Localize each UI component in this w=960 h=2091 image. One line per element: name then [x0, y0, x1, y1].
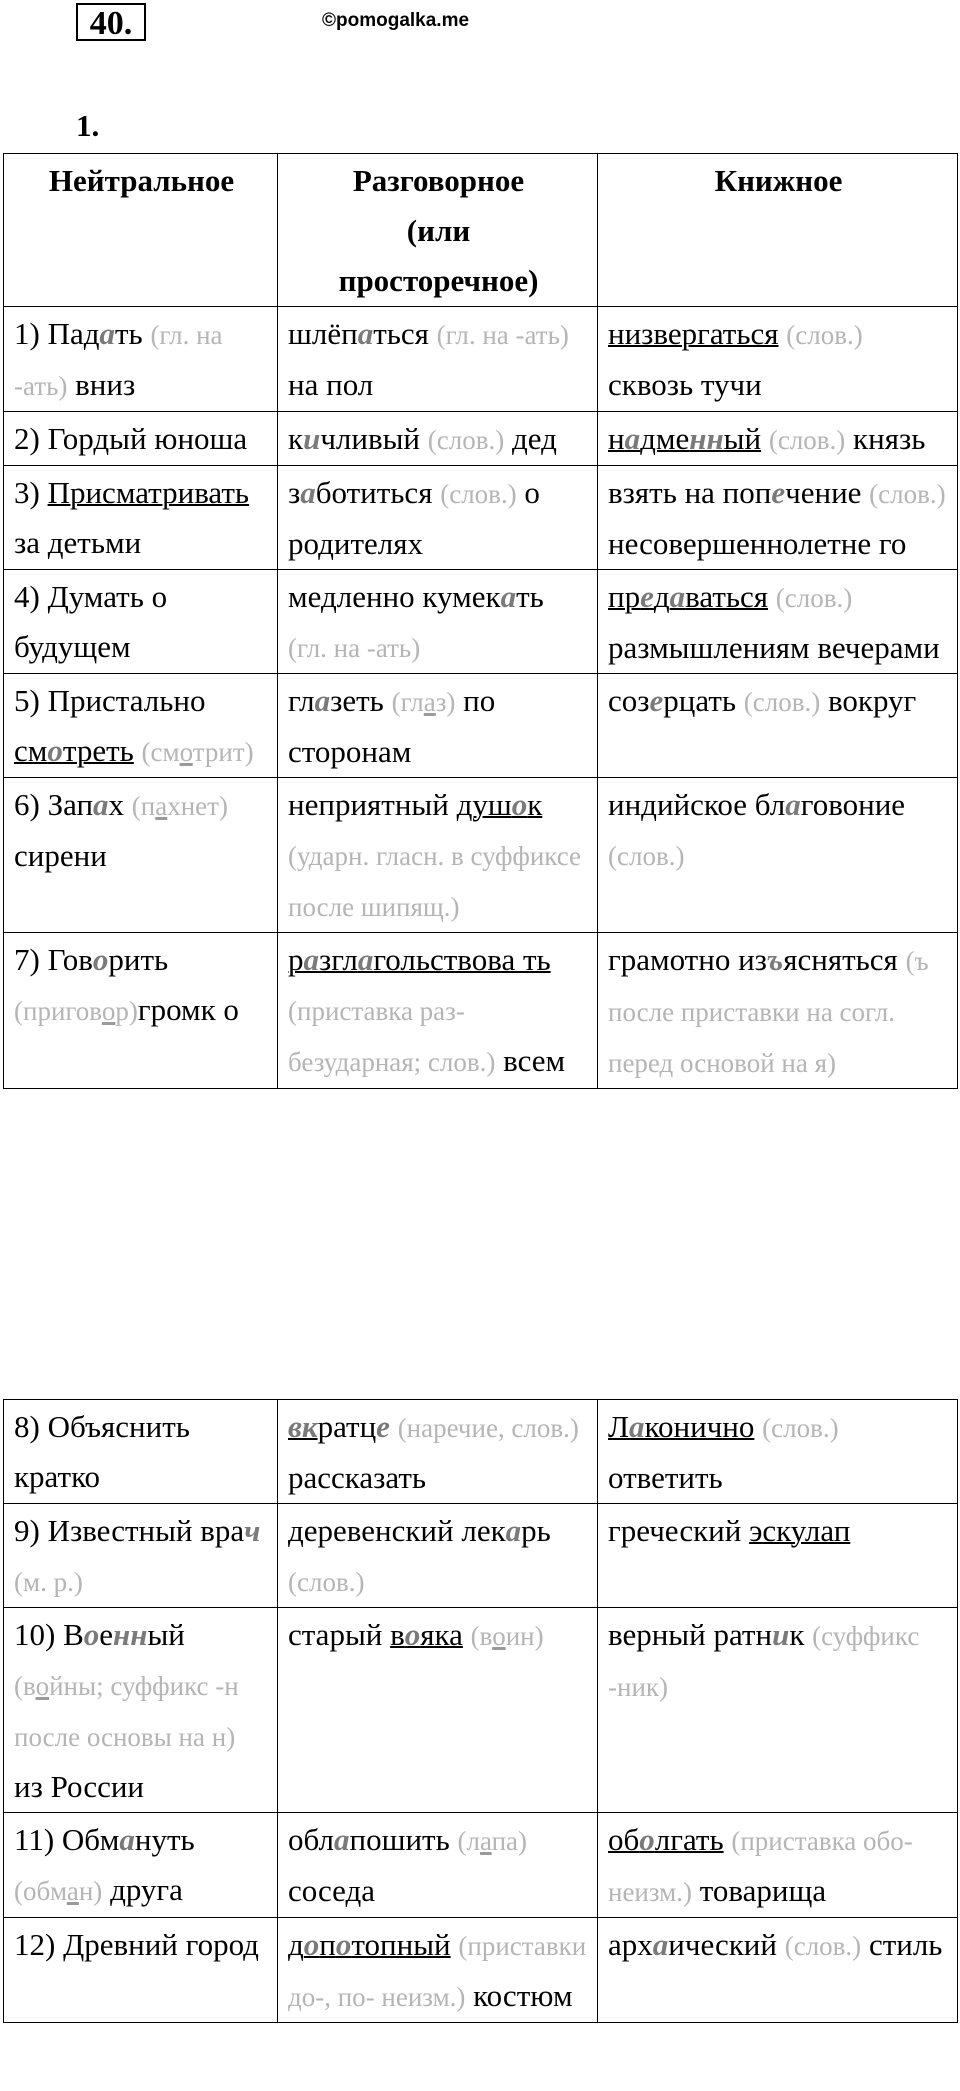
cell: медленно кумекать (гл. на -ать) [278, 570, 598, 674]
header-neutral: Нейтральное [4, 154, 278, 307]
cell: 2) Гордый юноша [4, 412, 278, 466]
cell: 8) Объяснить кратко [4, 1400, 278, 1504]
table-row [4, 412, 958, 466]
cell: глазеть (глаз) по сторонам [278, 674, 598, 778]
table-row [4, 1918, 958, 2023]
cell: предаваться (слов.) размышлениям вечерами [598, 570, 958, 674]
words-table-part-1 [3, 153, 958, 1089]
cell: 6) Запах (пахнет) сирени [4, 778, 278, 933]
cell: греческий эскулап [598, 1504, 958, 1608]
table-row [4, 1504, 958, 1608]
exercise-number: 40. [76, 3, 146, 41]
cell: разглагольствова ть (приставка раз- безударная; слов.) всем [278, 933, 598, 1089]
cell: кичливый (слов.) дед [278, 412, 598, 466]
words-table-part-2 [3, 1399, 958, 2023]
cell: 5) Пристально смотреть (смотрит) [4, 674, 278, 778]
table-header-row [4, 154, 958, 307]
cell: оболгать (приставка обо- неизм.) товарища [598, 1813, 958, 1918]
cell: заботиться (слов.) о родителях [278, 466, 598, 570]
cell: грамотно изъясняться (ъ после приставки на согл. перед основой на я) [598, 933, 958, 1089]
cell: Лаконично (слов.) ответить [598, 1400, 958, 1504]
cell: шлёпаться (гл. на -ать) на пол [278, 307, 598, 412]
cell: взять на попечение (слов.) несовершеннолетне го [598, 466, 958, 570]
table-row [4, 674, 958, 778]
cell: созерцать (слов.) вокруг [598, 674, 958, 778]
header-colloquial: Разговорное (или просторечное) [278, 154, 598, 307]
site-watermark: ©pomogalka.me [322, 10, 470, 31]
cell: неприятный душок (ударн. гласн. в суффиксе после шипящ.) [278, 778, 598, 933]
table-row [4, 1400, 958, 1504]
table-row [4, 570, 958, 674]
table-row [4, 466, 958, 570]
cell: 12) Древний город [4, 1918, 278, 2023]
cell: вкратце (наречие, слов.) рассказать [278, 1400, 598, 1504]
cell: 10) Военный (войны; суффикс -н после основы на н) из России [4, 1608, 278, 1813]
cell: надменный (слов.) князь [598, 412, 958, 466]
cell: 1) Падать (гл. на -ать) вниз [4, 307, 278, 412]
header-bookish: Книжное [598, 154, 958, 307]
cell: 11) Обмануть (обман) друга [4, 1813, 278, 1918]
cell: низвергаться (слов.) сквозь тучи [598, 307, 958, 412]
cell: индийское благовоние (слов.) [598, 778, 958, 933]
table-row [4, 1608, 958, 1813]
cell: архаический (слов.) стиль [598, 1918, 958, 2023]
table-row [4, 778, 958, 933]
cell: верный ратник (суффикс -ник) [598, 1608, 958, 1813]
cell: 3) Присматривать за детьми [4, 466, 278, 570]
table-row [4, 307, 958, 412]
cell: 9) Известный врач (м. р.) [4, 1504, 278, 1608]
cell: 4) Думать о будущем [4, 570, 278, 674]
table-row [4, 1813, 958, 1918]
cell: старый вояка (воин) [278, 1608, 598, 1813]
task-number: 1. [76, 108, 100, 143]
cell: облапошить (лапа) соседа [278, 1813, 598, 1918]
table-row [4, 933, 958, 1089]
cell: допотопный (приставки до-, по- неизм.) костюм [278, 1918, 598, 2023]
cell: деревенский лекарь (слов.) [278, 1504, 598, 1608]
cell: 7) Говорить (приговор)громк о [4, 933, 278, 1089]
